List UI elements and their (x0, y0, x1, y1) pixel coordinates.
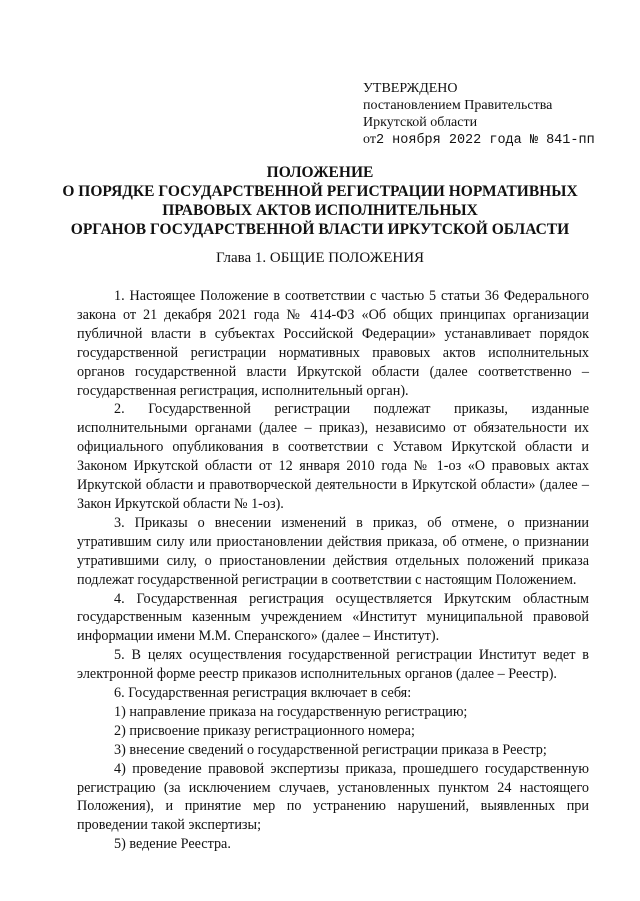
list-item: 3) внесение сведений о государственной регистрации приказа в Реестр; (114, 741, 547, 758)
title-line: ПРАВОВЫХ АКТОВ ИСПОЛНИТЕЛЬНЫХ (162, 202, 478, 219)
title-line: О ПОРЯДКЕ ГОСУДАРСТВЕННОЙ РЕГИСТРАЦИИ НОРМАТИВНЫХ (62, 183, 578, 200)
approval-from: от (363, 132, 376, 147)
approval-line: постановлением Правительства (363, 98, 553, 113)
document-title (40, 163, 600, 239)
list-item: 2) присвоение приказу регистрационного номера; (114, 722, 415, 739)
document-body (77, 287, 589, 854)
approval-stamp (363, 80, 595, 149)
paragraph: 6. Государственная регистрация включает в себя: (114, 685, 412, 702)
approval-line: Иркутской области (363, 115, 478, 130)
paragraph: 1. Настоящее Положение в соответствии с частью 5 статьи 36 Федерального закона от 21 декабря 2021 года № 414-ФЗ «Об общих принципах организации публичной власти в субъектах Российской Федерации» устанавливает порядок государственной регистрации нормативных правовых актов исполнительных органов государственной власти Иркутской области (далее соответственно – государственная регистрация, исполнительный орган). (77, 288, 589, 399)
paragraph: 3. Приказы о внесении изменений в приказ, об отмене, о признании утратившим силу или приостановлении действия приказа, об отмене, о признании утратившими силу, о приостановлении действия отдельных положений приказа подлежат государственной регистрации в соответствии с настоящим Положением. (77, 514, 589, 588)
approval-heading: УТВЕРЖДЕНО (363, 81, 458, 96)
approval-date-line (363, 131, 595, 149)
chapter-heading: Глава 1. ОБЩИЕ ПОЛОЖЕНИЯ (215, 250, 425, 266)
title-line: ПОЛОЖЕНИЕ (266, 164, 374, 181)
title-line: ОРГАНОВ ГОСУДАРСТВЕННОЙ ВЛАСТИ ИРКУТСКОЙ ОБЛАСТИ (70, 221, 570, 238)
list-item: 5) ведение Реестра. (114, 836, 231, 853)
paragraph: 4. Государственная регистрация осуществляется Иркутским областным государственным казенным учреждением «Институт муниципальной правовой информации имени М.М. Сперанского» (далее – Институт). (77, 590, 589, 645)
list-item: 4) проведение правовой экспертизы приказа, прошедшего государственную регистрацию (за исключением случаев, установленных пунктом 24 настоящего Положения), и принятие мер по устранению нарушений, выявленных при проведении такой экспертизы; (77, 760, 589, 834)
paragraph: 2. Государственной регистрации подлежат приказы, изданные исполнительными органами (далее – приказ), независимо от обязательности их официального опубликования в соответствии с Уставом Иркутской области и Законом Иркутской области от 12 января 2010 года № 1-оз «О правовых актах Иркутской области и правотворческой деятельности в Иркутской области» (далее – Закон Иркутской области № 1-оз). (77, 401, 589, 512)
approval-date-number: 2 ноября 2022 года № 841-пп (375, 133, 595, 148)
paragraph: 5. В целях осуществления государственной регистрации Институт ведет в электронной форме реестр приказов исполнительных органов (далее – Реестр). (77, 647, 589, 683)
list-item: 1) направление приказа на государственную регистрацию; (114, 703, 468, 720)
